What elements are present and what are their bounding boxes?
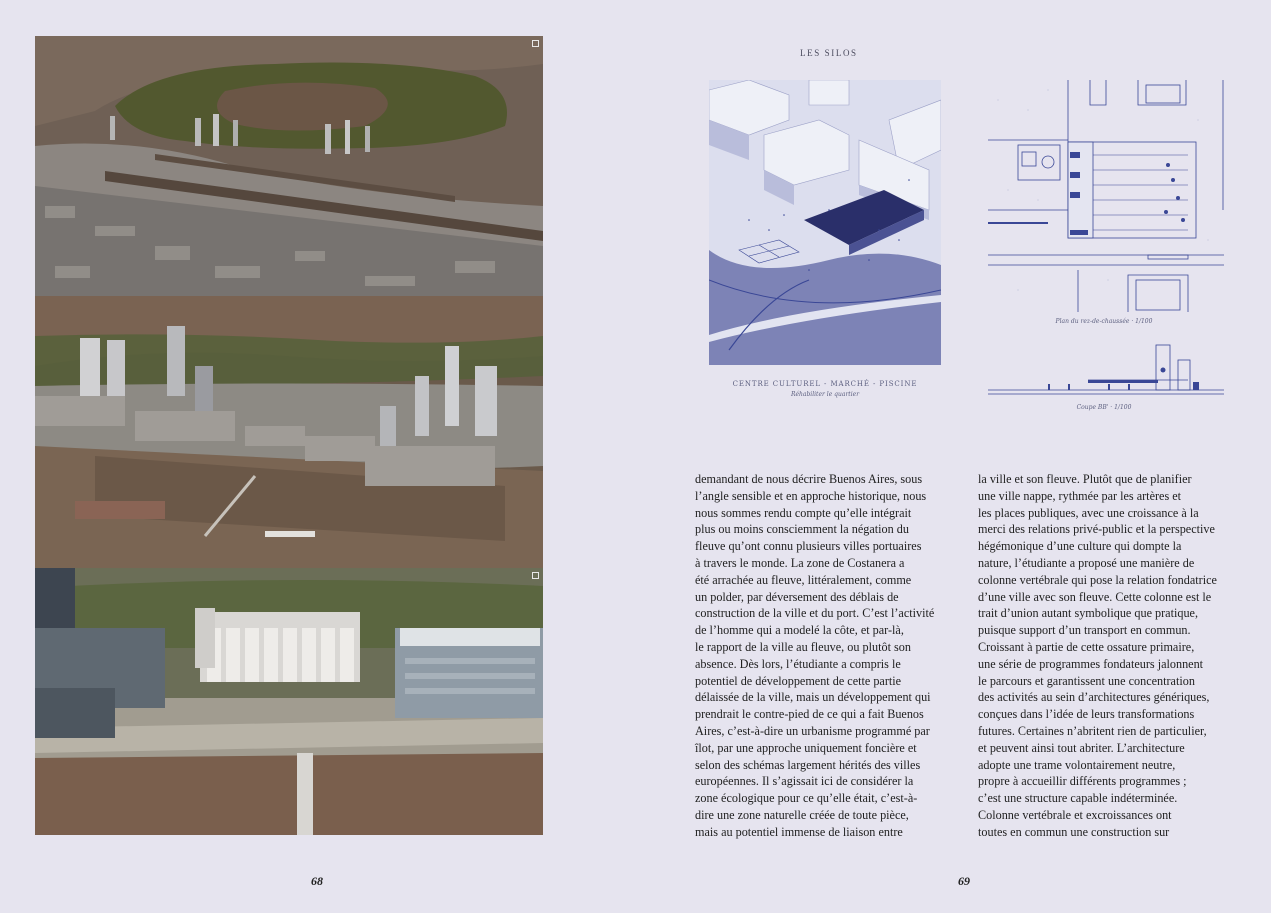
text-line: Aires, c’est-à-dire un urbanisme programmé par — [695, 723, 930, 738]
text-line: hégémonique d’une culture qui dompte la — [978, 539, 1182, 554]
section-caption: Coupe BB' · 1/100 — [1076, 404, 1132, 411]
aerial-photo-silos — [35, 568, 543, 835]
body-text-left-column — [695, 471, 950, 841]
text-line: des activités au sein d’architectures génériques, — [978, 690, 1210, 705]
text-line: délaissée de la ville, mais un développement qui — [695, 690, 931, 705]
text-line: le parcours et garantissent une concentration — [978, 673, 1195, 688]
text-line: une série de programmes fondateurs jalonnent — [978, 656, 1204, 671]
photo-corner-mark-icon — [532, 40, 539, 47]
text-line: nature, l’étudiante a proposé une manière de — [978, 555, 1195, 570]
aerial-photo-costanera-overview — [35, 36, 543, 296]
axo-caption-title: CENTRE CULTUREL - MARCHÉ - PISCINE — [732, 380, 918, 388]
axonometric-drawing — [709, 80, 941, 365]
text-line: puisque support d’un transport en commun. — [978, 623, 1191, 638]
text-line: été arrachée au fleuve, littéralement, comme — [695, 572, 912, 587]
axo-caption-subtitle: Réhabiliter le quartier — [790, 391, 860, 398]
text-line: Colonne vertébrale et excroissances ont — [978, 807, 1172, 822]
ground-floor-plan-drawing — [988, 80, 1224, 312]
text-line: une ville nappe, rythmée par les artères et — [978, 488, 1182, 503]
text-line: c’est une structure capable indéterminée. — [978, 791, 1178, 806]
text-line: dire une zone naturelle créée de toute pièce, — [695, 807, 909, 822]
text-line: fleuve qu’ont connu plusieurs villes portuaires — [695, 539, 922, 554]
text-line: la ville et son fleuve. Plutôt que de planifier — [978, 472, 1192, 486]
text-line: îlot, par une approche uniquement foncière et — [695, 740, 917, 755]
text-line: plus ou moins consciemment la négation du — [695, 522, 909, 537]
text-line: un polder, par déversement des déblais de — [695, 589, 899, 604]
text-line: de l’homme qui a modelé la côte, et par-là, — [695, 623, 904, 638]
text-line: le rapport de la ville au fleuve, ou plutôt son — [695, 639, 911, 654]
text-line: à travers le monde. La zone de Costanera a — [695, 555, 905, 570]
page-number-left: 68 — [311, 874, 323, 888]
body-text-right-column — [978, 471, 1236, 841]
text-line: prendrait le contre-pied de ce qui a fait Buenos — [695, 707, 924, 722]
text-line: trait d’union autant symbolique que pratique, — [978, 606, 1198, 621]
text-line: propre à accueillir différents programmes ; — [978, 774, 1187, 789]
text-line: potentiel de développement de cette partie — [695, 673, 902, 688]
text-line: conçues dans l’idée de leurs transformations — [978, 707, 1195, 722]
section-bb-drawing — [988, 340, 1224, 402]
text-line: toutes en commun une construction sur — [978, 824, 1170, 839]
text-line: nous sommes rendu compte qu’elle intégrait — [695, 505, 912, 520]
running-header: LES SILOS — [800, 48, 858, 58]
photo-corner-mark-icon — [532, 572, 539, 579]
text-line: construction de la ville et du port. C’est l’activité — [695, 606, 935, 621]
text-line: demandant de nous décrire Buenos Aires, sous — [695, 472, 923, 486]
text-line: absence. Dès lors, l’étudiante a compris le — [695, 656, 901, 671]
text-line: Croissant à partie de cette ossature primaire, — [978, 639, 1195, 654]
text-line: d’une ville avec son fleuve. Cette colonne est le — [978, 589, 1212, 604]
text-line: adopte une trame volontairement neutre, — [978, 757, 1176, 772]
aerial-photo-puerto-madero — [35, 296, 543, 568]
text-line: les places publiques, avec une croissance à la — [978, 505, 1199, 520]
text-line: mais au potentiel immense de liaison entre — [695, 824, 903, 839]
text-line: selon des schémas largement hérités des villes — [695, 757, 921, 772]
text-line: et peuvent ainsi tout abriter. L’architecture — [978, 740, 1185, 755]
text-line: européennes. Il s’agissait ici de considérer la — [695, 774, 914, 789]
text-line: colonne vertébrale qui pose la relation fondatrice — [978, 572, 1217, 587]
text-line: merci des relations privé-public et la perspective — [978, 522, 1215, 537]
text-line: l’angle sensible et en approche historique, nous — [695, 488, 927, 503]
text-line: futures. Certaines n’abritent rien de particulier, — [978, 723, 1207, 738]
text-line: zone écologique pour ce qu’elle était, c’est-à- — [695, 791, 918, 806]
page-number-right: 69 — [958, 874, 970, 888]
plan-caption: Plan du rez-de-chaussée · 1/100 — [1055, 318, 1153, 325]
